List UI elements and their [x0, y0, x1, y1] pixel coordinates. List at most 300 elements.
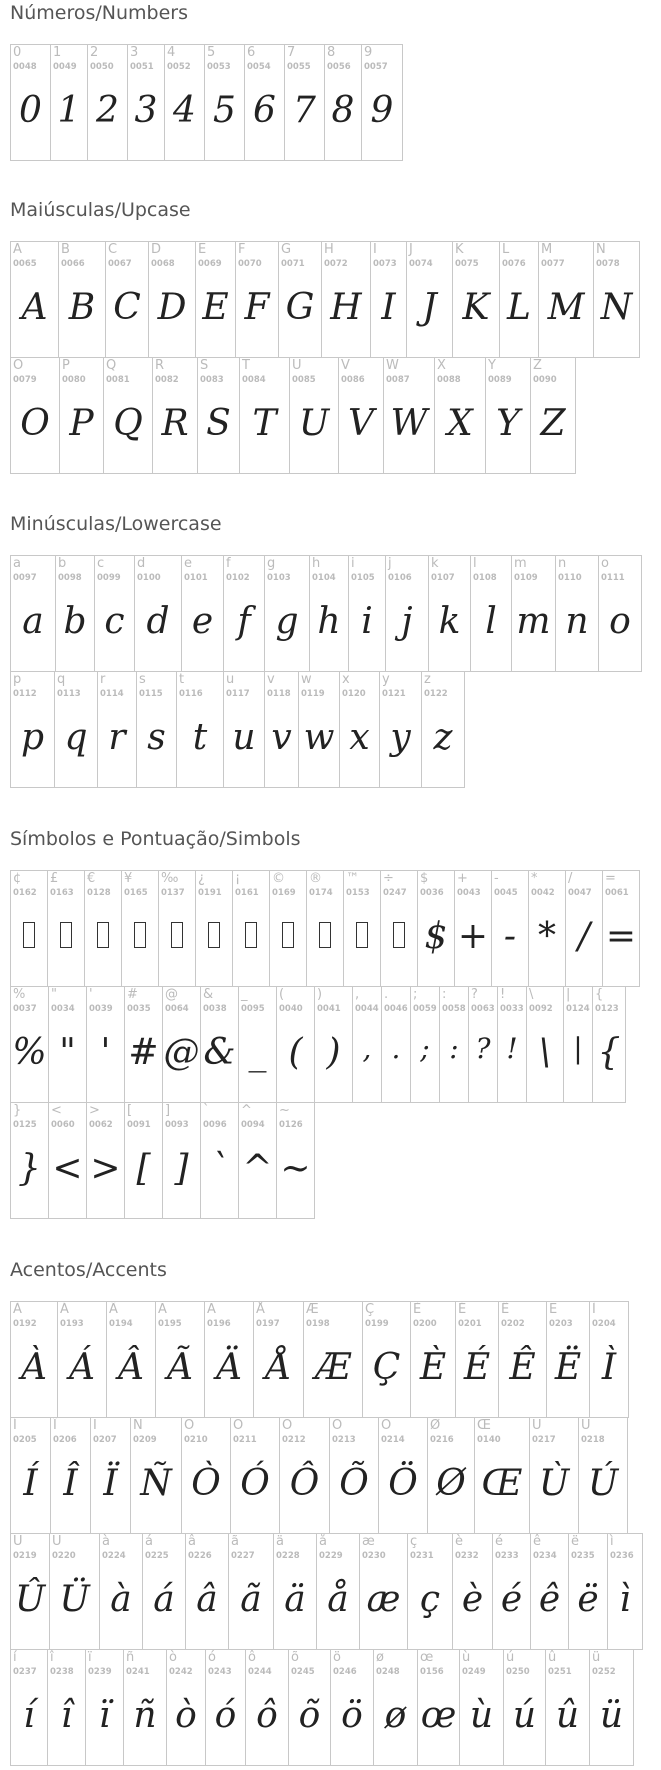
glyph-cell: [452, 1533, 493, 1650]
glyph-cell: [181, 555, 224, 672]
glyph-code-label: 0126: [279, 1120, 303, 1130]
glyph-sample: á: [153, 1579, 175, 1620]
missing-glyph-icon: [319, 922, 331, 948]
glyph-character-label: ~: [279, 1103, 290, 1118]
glyph-cell: [563, 986, 593, 1103]
glyph-sample: X: [447, 403, 473, 444]
glyph-sample: `: [210, 1148, 229, 1189]
glyph-cell: [94, 555, 135, 672]
glyph-sample: Õ: [339, 1463, 369, 1504]
glyph-cell: [511, 555, 556, 672]
glyph-code-label: 0241: [126, 1667, 150, 1677]
glyph-code-label: 0122: [424, 689, 448, 699]
glyph-sample: Â: [118, 1347, 144, 1388]
glyph-character-label: ö: [333, 1650, 341, 1665]
glyph-sample: ã: [240, 1579, 262, 1620]
glyph-character-label: ë: [571, 1534, 579, 1549]
glyph-sample: ñ: [133, 1695, 157, 1736]
glyph-character-label: Ø: [430, 1418, 441, 1433]
glyph-character-label: Ê: [501, 1302, 510, 1317]
glyph-cell: [223, 555, 265, 672]
glyph-code-label: 0114: [100, 689, 124, 699]
glyph-code-label: 0242: [169, 1667, 193, 1677]
glyph-sample: œ: [420, 1695, 457, 1736]
glyph-code-label: 0064: [165, 1004, 189, 1014]
glyph-sample: %: [12, 1032, 47, 1073]
glyph-sample: {: [597, 1032, 621, 1073]
glyph-cell: [468, 986, 498, 1103]
glyph-sample: N: [600, 287, 633, 328]
glyph-code-label: 0161: [235, 888, 259, 898]
glyph-character-label: 1: [53, 45, 62, 60]
glyph-sample: Í: [23, 1463, 38, 1504]
glyph-code-label: 0113: [57, 689, 81, 699]
glyph-code-label: 0252: [592, 1667, 616, 1677]
glyph-character-label: +: [457, 871, 468, 886]
glyph-cell: [428, 555, 471, 672]
glyph-cell: [276, 986, 315, 1103]
glyph-sample: B: [68, 287, 96, 328]
glyph-cell: [530, 1533, 569, 1650]
glyph-code-label: 0069: [198, 259, 222, 269]
glyph-sample: :: [449, 1032, 459, 1065]
glyph-cell: [373, 1649, 418, 1766]
glyph-sample: Ê: [509, 1347, 536, 1388]
glyph-character-label: Ç: [365, 1302, 375, 1317]
glyph-cell: [121, 870, 159, 987]
glyph-cell: [105, 241, 149, 358]
glyph-sample: ?: [475, 1032, 491, 1065]
glyph-sample: ó: [214, 1695, 237, 1736]
glyph-cell: [59, 357, 104, 474]
glyph-sample: a: [22, 601, 44, 642]
glyph-code-label: 0248: [376, 1667, 400, 1677]
glyph-sample: Ä: [216, 1347, 242, 1388]
glyph-character-label: á: [145, 1534, 153, 1549]
glyph-character-label: }: [13, 1103, 22, 1118]
glyph-code-label: 0043: [457, 888, 481, 898]
glyph-code-label: 0211: [233, 1435, 257, 1445]
glyph-cell: [10, 555, 56, 672]
glyph-cell: [279, 1417, 330, 1534]
glyph-character-label: û: [548, 1650, 557, 1665]
glyph-character-label: !: [500, 987, 506, 1002]
glyph-sample: à: [110, 1579, 132, 1620]
glyph-code-label: 0072: [324, 259, 348, 269]
glyph-cell: [379, 671, 422, 788]
glyph-sample: 7: [293, 90, 316, 131]
glyph-character-label: Ù: [532, 1418, 542, 1433]
glyph-sample: p: [20, 717, 45, 758]
glyph-sample: Ú: [587, 1463, 619, 1504]
glyph-sample: W: [390, 403, 428, 444]
glyph-character-label: @: [165, 987, 178, 1002]
missing-glyph-box: [85, 919, 121, 955]
glyph-code-label: 0036: [420, 888, 444, 898]
glyph-character-label: 3: [130, 45, 139, 60]
glyph-code-label: 0202: [501, 1319, 525, 1329]
glyph-cell: [10, 241, 59, 358]
glyph-character-label: M: [541, 242, 553, 257]
glyph-code-label: 0233: [495, 1551, 519, 1561]
glyph-cell: [455, 1301, 499, 1418]
glyph-character-label: I: [373, 242, 377, 257]
glyph-code-label: 0156: [420, 1667, 444, 1677]
glyph-character-label: ": [51, 987, 57, 1002]
glyph-sample: ^: [242, 1148, 273, 1189]
glyph-sample: O: [20, 403, 50, 444]
glyph-sample: m: [516, 601, 551, 642]
glyph-code-label: 0050: [90, 62, 114, 72]
glyph-cell: [339, 671, 380, 788]
glyph-code-label: 0200: [413, 1319, 437, 1329]
glyph-sample: T: [252, 403, 277, 444]
glyph-code-label: 0246: [333, 1667, 357, 1677]
glyph-code-label: 0213: [332, 1435, 356, 1445]
glyph-character-label: T: [242, 358, 250, 373]
glyph-code-label: 0051: [130, 62, 154, 72]
glyph-character-label: z: [424, 672, 431, 687]
glyph-code-label: 0055: [287, 62, 311, 72]
glyph-character-label: à: [102, 1534, 110, 1549]
glyph-sample: Ì: [601, 1347, 617, 1388]
glyph-cell: [136, 671, 177, 788]
glyph-code-label: 0203: [549, 1319, 573, 1329]
glyph-cell: [245, 1649, 289, 1766]
glyph-sample: ô: [256, 1695, 278, 1736]
glyph-character-label: >: [89, 1103, 100, 1118]
glyph-code-label: 0097: [13, 573, 37, 583]
glyph-character-label: Û: [13, 1534, 23, 1549]
glyph-sample: c: [104, 601, 125, 642]
glyph-cell: [321, 241, 371, 358]
glyph-sample: !: [506, 1032, 518, 1065]
glyph-cell: [48, 1102, 87, 1219]
glyph-cell: [314, 986, 353, 1103]
glyph-character-label: Ó: [233, 1418, 244, 1433]
glyph-character-label: ': [89, 987, 93, 1002]
glyph-sample: s: [147, 717, 166, 758]
glyph-character-label: ã: [231, 1534, 239, 1549]
glyph-code-label: 0063: [471, 1004, 495, 1014]
glyph-code-label: 0059: [413, 1004, 437, 1014]
glyph-character-label: Î: [53, 1418, 57, 1433]
glyph-sample: 3: [134, 90, 158, 131]
glyph-character-label: o: [601, 556, 609, 571]
glyph-character-label: R: [155, 358, 165, 373]
glyph-sample: É: [463, 1347, 491, 1388]
glyph-code-label: 0116: [179, 689, 203, 699]
glyph-cell: [123, 1649, 167, 1766]
glyph-code-label: 0121: [382, 689, 406, 699]
glyph-character-label: &: [203, 987, 214, 1002]
glyph-cell: [223, 671, 265, 788]
glyph-sample: u: [232, 717, 256, 758]
missing-glyph-icon: [393, 922, 405, 948]
glyph-character-label: ú: [506, 1650, 515, 1665]
glyph-cell: [10, 671, 55, 788]
glyph-sample: Ù: [538, 1463, 570, 1504]
glyph-character-label: ;: [413, 987, 418, 1002]
glyph-code-label: 0045: [494, 888, 518, 898]
glyph-character-label: X: [437, 358, 446, 373]
glyph-character-label: ñ: [126, 1650, 135, 1665]
glyph-code-label: 0037: [13, 1004, 37, 1014]
glyph-cell: [50, 1417, 91, 1534]
glyph-code-label: 0108: [473, 573, 497, 583]
glyph-code-label: 0250: [506, 1667, 530, 1677]
glyph-sample: Ë: [554, 1347, 582, 1388]
glyph-code-label: 0236: [610, 1551, 634, 1561]
glyph-sample: Œ: [481, 1463, 523, 1504]
glyph-code-label: 0206: [53, 1435, 77, 1445]
glyph-sample: î: [60, 1695, 73, 1736]
glyph-cell: [130, 1417, 182, 1534]
glyph-code-label: 0089: [488, 375, 512, 385]
glyph-code-label: 0125: [13, 1120, 37, 1130]
glyph-character-label: ì: [610, 1534, 614, 1549]
glyph-cell: [378, 1417, 428, 1534]
glyph-code-label: 0234: [533, 1551, 557, 1561]
glyph-cell: [238, 986, 277, 1103]
glyph-code-label: 0137: [161, 888, 185, 898]
glyph-character-label: ©: [272, 871, 285, 886]
glyph-character-label: Â: [109, 1302, 118, 1317]
glyph-sample: Ó: [240, 1463, 270, 1504]
glyph-character-label: ø: [376, 1650, 384, 1665]
glyph-code-label: 0054: [247, 62, 271, 72]
glyph-character-label: Ö: [381, 1418, 392, 1433]
glyph-character-label: ô: [248, 1650, 256, 1665]
glyph-sample: d: [146, 601, 170, 642]
glyph-character-label: $: [420, 871, 429, 886]
glyph-code-label: 0062: [89, 1120, 113, 1130]
glyph-code-label: 0197: [256, 1319, 280, 1329]
missing-glyph-box: [11, 919, 47, 955]
glyph-code-label: 0077: [541, 259, 565, 269]
glyph-cell: [239, 357, 290, 474]
missing-glyph-icon: [356, 922, 368, 948]
glyph-code-label: 0111: [601, 573, 625, 583]
glyph-cell: [474, 1417, 530, 1534]
glyph-code-label: 0201: [458, 1319, 482, 1329]
glyph-character-label: í: [13, 1650, 17, 1665]
glyph-code-label: 0219: [13, 1551, 37, 1561]
glyph-cell: [10, 44, 51, 161]
glyph-character-label: ¿: [198, 871, 205, 886]
glyph-character-label: G: [281, 242, 292, 257]
glyph-code-label: 0205: [13, 1435, 37, 1445]
glyph-sample: 0: [19, 90, 42, 131]
glyph-character-label: m: [514, 556, 527, 571]
glyph-code-label: 0073: [373, 259, 397, 269]
glyph-character-label: Å: [256, 1302, 265, 1317]
glyph-cell: [370, 241, 407, 358]
glyph-code-label: 0070: [238, 259, 262, 269]
glyph-sample: Ã: [167, 1347, 193, 1388]
glyph-code-label: 0091: [127, 1120, 151, 1130]
glyph-cell: [288, 1649, 331, 1766]
glyph-sample: Ñ: [140, 1463, 172, 1504]
glyph-character-label: D: [151, 242, 162, 257]
glyph-character-label: Ñ: [133, 1418, 143, 1433]
glyph-sample: f: [237, 601, 251, 642]
glyph-character-label: S: [200, 358, 209, 373]
glyph-cell: [526, 986, 564, 1103]
glyph-cell: [593, 241, 640, 358]
glyph-sample: ): [326, 1032, 341, 1073]
section-title: Maiúsculas/Upcase: [10, 199, 191, 221]
glyph-sample: M: [547, 287, 585, 328]
glyph-cell: [383, 357, 435, 474]
glyph-code-label: 0218: [581, 1435, 605, 1445]
glyph-character-label: Ò: [184, 1418, 195, 1433]
glyph-cell: [264, 555, 310, 672]
glyph-character-label: :: [442, 987, 447, 1002]
glyph-sample: å: [327, 1579, 349, 1620]
glyph-code-label: 0153: [346, 888, 370, 898]
glyph-code-label: 0082: [155, 375, 179, 385]
glyph-code-label: 0237: [13, 1667, 37, 1677]
glyph-sample: ç: [419, 1579, 441, 1620]
glyph-character-label: O: [13, 358, 24, 373]
glyph-character-label: J: [409, 242, 413, 257]
glyph-character-label: {: [595, 987, 604, 1002]
glyph-code-label: 0092: [529, 1004, 553, 1014]
glyph-code-label: 0239: [88, 1667, 112, 1677]
glyph-character-label: ?: [471, 987, 478, 1002]
glyph-cell: [10, 1102, 49, 1219]
glyph-character-label: Ï: [93, 1418, 97, 1433]
glyph-cell: [589, 1649, 634, 1766]
glyph-cell: [545, 1649, 590, 1766]
glyph-cell: [385, 555, 429, 672]
glyph-cell: [592, 986, 626, 1103]
glyph-cell: [303, 1301, 363, 1418]
glyph-cell: [84, 870, 122, 987]
glyph-code-label: 0033: [500, 1004, 524, 1014]
glyph-sample: F: [244, 287, 270, 328]
glyph-character-label: ,: [355, 987, 360, 1002]
glyph-sample: &: [203, 1032, 236, 1073]
glyph-code-label: 0079: [13, 375, 37, 385]
glyph-code-label: 0207: [93, 1435, 117, 1445]
glyph-character-label: r: [100, 672, 106, 687]
glyph-code-label: 0087: [386, 375, 410, 385]
glyph-character-label: À: [13, 1302, 22, 1317]
glyph-cell: [284, 44, 325, 161]
glyph-character-label: î: [50, 1650, 54, 1665]
glyph-character-label: Æ: [306, 1302, 319, 1317]
glyph-character-label: c: [97, 556, 105, 571]
glyph-cell: [343, 870, 381, 987]
glyph-character-label: è: [455, 1534, 463, 1549]
missing-glyph-icon: [97, 922, 109, 948]
glyph-character-label: Ì: [592, 1302, 596, 1317]
glyph-code-label: 0193: [60, 1319, 84, 1329]
glyph-cell: [309, 555, 349, 672]
glyph-code-label: 0251: [548, 1667, 572, 1677]
glyph-sample: l: [485, 601, 497, 642]
glyph-code-label: 0086: [341, 375, 365, 385]
glyph-code-label: 0191: [198, 888, 222, 898]
glyph-code-label: 0119: [301, 689, 325, 699]
glyph-sample: 6: [253, 90, 276, 131]
glyph-code-label: 0235: [571, 1551, 595, 1561]
glyph-character-label: ù: [462, 1650, 471, 1665]
glyph-cell: [152, 357, 198, 474]
glyph-sample: *: [538, 916, 556, 957]
glyph-code-label: 0220: [52, 1551, 76, 1561]
glyph-sample: Z: [540, 403, 566, 444]
glyph-cell: [407, 1533, 453, 1650]
glyph-sample: è: [461, 1579, 484, 1620]
glyph-code-label: 0057: [364, 62, 388, 72]
section-title: Números/Numbers: [10, 2, 188, 24]
glyph-sample: ": [59, 1032, 76, 1073]
glyph-code-label: 0052: [167, 62, 191, 72]
glyph-code-label: 0040: [279, 1004, 303, 1014]
glyph-code-label: 0217: [532, 1435, 556, 1445]
glyph-cell: [127, 44, 165, 161]
glyph-cell: [598, 555, 642, 672]
glyph-character-label: Ü: [52, 1534, 62, 1549]
glyph-code-label: 0226: [188, 1551, 212, 1561]
glyph-sample: ;: [420, 1032, 430, 1065]
glyph-cell: [10, 1417, 51, 1534]
glyph-cell: [568, 1533, 608, 1650]
glyph-character-label: t: [179, 672, 185, 687]
glyph-character-label: P: [62, 358, 70, 373]
glyph-code-label: 0102: [226, 573, 250, 583]
glyph-sample: L: [507, 287, 531, 328]
glyph-character-label: â: [188, 1534, 196, 1549]
glyph-cell: [176, 671, 224, 788]
glyph-character-label: _: [241, 987, 248, 1002]
glyph-character-label: (: [279, 987, 285, 1002]
glyph-character-label: Z: [533, 358, 542, 373]
glyph-cell: [278, 241, 322, 358]
glyph-code-label: 0128: [87, 888, 111, 898]
glyph-sample: ì: [619, 1579, 631, 1620]
glyph-cell: [124, 1102, 163, 1219]
glyph-character-label: q: [57, 672, 66, 687]
glyph-sample: ü: [599, 1695, 624, 1736]
glyph-cell: [253, 1301, 304, 1418]
glyph-cell: [10, 1533, 50, 1650]
glyph-character-label: œ: [420, 1650, 434, 1665]
glyph-cell: [498, 1301, 547, 1418]
glyph-character-label: i: [351, 556, 355, 571]
glyph-character-label: å: [319, 1534, 327, 1549]
glyph-sample: .: [391, 1032, 401, 1065]
glyph-character-label: b: [58, 556, 67, 571]
glyph-character-label: *: [531, 871, 538, 886]
glyph-cell: [228, 1533, 274, 1650]
glyph-character-label: ¢: [13, 871, 22, 886]
glyph-sample: Ï: [103, 1463, 118, 1504]
glyph-code-label: 0238: [50, 1667, 74, 1677]
glyph-code-label: 0101: [184, 573, 208, 583]
glyph-cell: [87, 44, 128, 161]
glyph-sample: /: [577, 916, 591, 957]
glyph-sample: í: [23, 1695, 35, 1736]
glyph-cell: [244, 44, 285, 161]
glyph-cell: [538, 241, 594, 358]
glyph-cell: [49, 1533, 100, 1650]
section-title: Símbolos e Pontuação/Simbols: [10, 828, 301, 850]
glyph-cell: [134, 555, 182, 672]
